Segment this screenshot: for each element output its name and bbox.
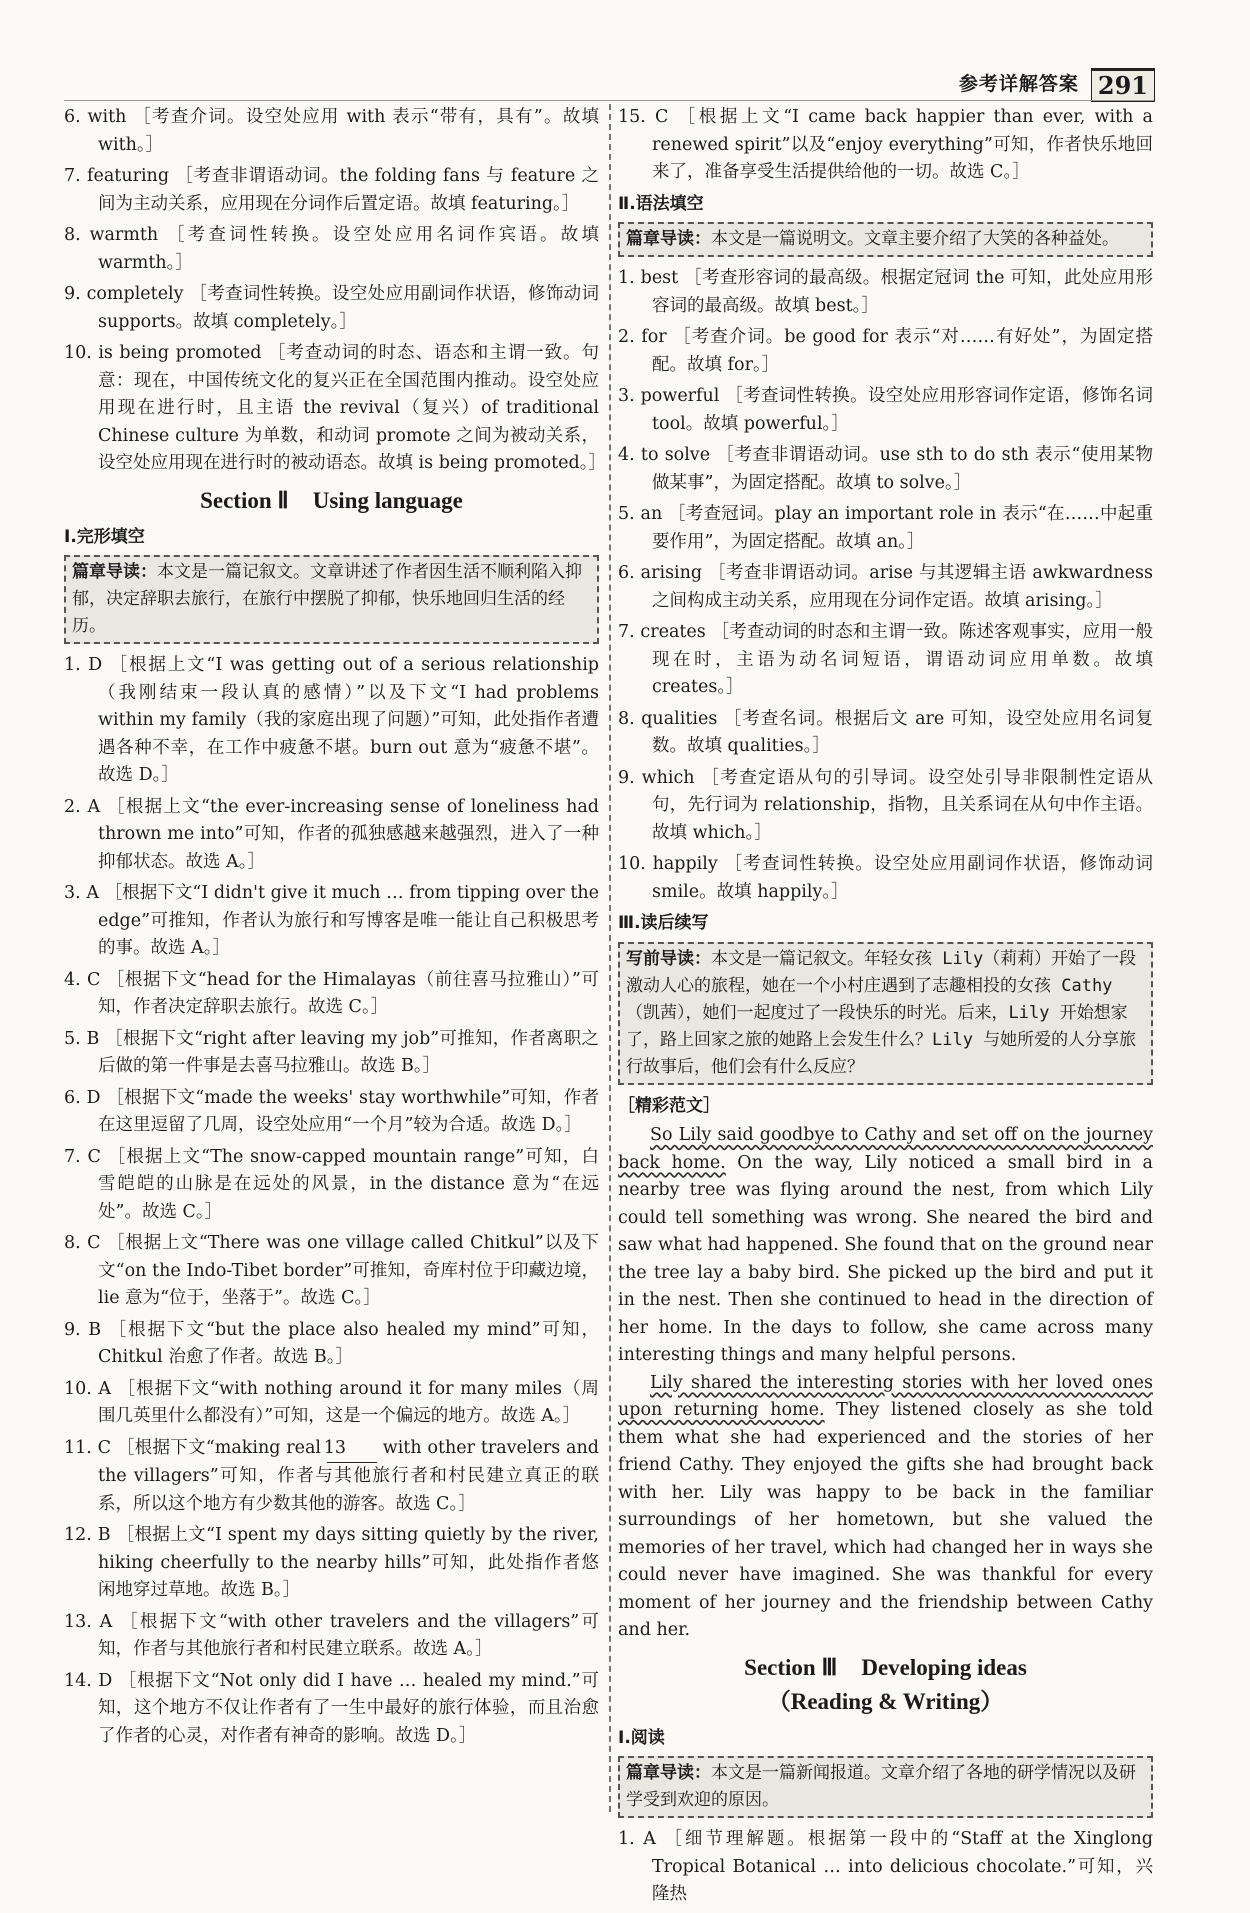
guide-text: 本文是一篇说明文。文章主要介绍了大笑的各种益处。 bbox=[711, 229, 1119, 249]
section-3-heading bbox=[618, 1651, 1153, 1719]
answer-item: 10. is being promoted ［考查动词的时态、语态和主谓一致。句意：现在，中国传统文化的复兴正在全国范围内推动。设空处应用现在进行时，且主语 the revival（复兴）of traditional Chinese culture 为单数，和动词 promote 之间为被动关系，设空处应用现在进行时的被动语态。故填 is being promoted。］ bbox=[64, 343, 606, 473]
section-title: Using language bbox=[312, 487, 463, 513]
answer-item: 2. A ［根据上文“the ever-increasing sense of loneliness had thrown me into”可知，作者的孤独感越来越强烈，进入了一种抑郁状态。故选 A。］ bbox=[64, 796, 599, 872]
answer-item: 8. warmth ［考查词性转换。设空处应用名词作宾语。故填 warmth。］ bbox=[64, 225, 599, 273]
answer-item: 7. featuring ［考查非谓语动词。the folding fans 与 feature 之间为主动关系，应用现在分词作后置定语。故填 featuring。］ bbox=[64, 166, 599, 214]
answer-item: 4. to solve ［考查非谓语动词。use sth to do sth 表示“使用某物做某事”，为固定搭配。故填 to solve。］ bbox=[618, 445, 1153, 493]
essay-paragraph bbox=[618, 1370, 1153, 1645]
answer-item: 8. qualities ［考查名词。根据后文 are 可知，设空处应用名词复数。故填 qualities。］ bbox=[618, 708, 1153, 756]
answer-item: 6. with ［考查介词。设空处应用 with 表示“带有，具有”。故填 with。］ bbox=[64, 107, 599, 155]
answer-item: 8. C ［根据上文“There was one village called Chitkul”以及下文“on the Indo-Tibet border”可推知，奇库村位于印藏边境，lie 意为“位于，坐落于”。故选 C。］ bbox=[64, 1233, 599, 1308]
section-number: Section Ⅱ bbox=[200, 487, 289, 513]
answer-item: 9. completely ［考查词性转换。设空处应用副词作状语，修饰动词 supports。故填 completely。］ bbox=[64, 284, 599, 332]
answer-item: 1. A ［细节理解题。根据第一段中的“Staff at the Xinglong Tropical Botanical … into delicious chocolate.”可知，兴隆热 bbox=[618, 1829, 1153, 1904]
reading-heading: Ⅰ.阅读 bbox=[618, 1727, 665, 1748]
guide-text: 本文是一篇新闻报道。文章介绍了各地的研学情况以及研学受到欢迎的原因。 bbox=[626, 1763, 1136, 1810]
guide-text: 本文是一篇记叙文。年轻女孩 Lily（莉莉）开始了一段激动人心的旅程，她在一个小村庄遇到了志趣相投的女孩 Cathy（凯茜），她们一起度过了一段快乐的时光。后来，Lily 开始想家了，路上回家之旅的她路上会发生什么？Lily 与她所爱的人分享旅行故事后，他们会有什么反应？ bbox=[626, 948, 1137, 1077]
answer-item: 10. A ［根据下文“with nothing around it for many miles（周围几英里什么都没有）”可知，这是一个偏远的地方。故选 A。］ bbox=[64, 1378, 599, 1426]
answer-item: 10. happily ［考查词性转换。设空处应用副词作状语，修饰动词 smile。故填 happily。］ bbox=[618, 854, 1153, 902]
left-column bbox=[64, 104, 606, 1754]
answer-item-11 bbox=[64, 1435, 599, 1519]
answer-item: 1. D ［根据上文“I was getting out of a serious relationship（我刚结束一段认真的感情）”以及下文“I had problems within my family（我的家庭出现了问题）”可知，此处指作者遭遇各种不幸，在工作中疲惫不堪。burn out 意为“疲惫不堪”。故选 D。］ bbox=[64, 655, 599, 785]
section-number: Section Ⅲ bbox=[744, 1654, 838, 1680]
cloze-heading: Ⅰ.完形填空 bbox=[64, 526, 145, 547]
guide-label: 篇章导读： bbox=[626, 229, 711, 249]
header-title: 参考详解答案 bbox=[958, 73, 1079, 96]
grammar-heading: Ⅱ.语法填空 bbox=[618, 193, 704, 214]
page-header bbox=[959, 68, 1155, 102]
guide-label: 写前导读： bbox=[626, 948, 711, 969]
answer-item: 7. creates ［考查动词的时态和主谓一致。陈述客观事实，应用一般现在时，主语为动名词短语，谓语动词应用单数。故填 creates。］ bbox=[618, 622, 1153, 697]
guide-text: 本文是一篇记叙文。文章讲述了作者因生活不顺利陷入抑郁，决定辞职去旅行，在旅行中摆脱了抑郁，快乐地回归生活的经历。 bbox=[72, 562, 582, 636]
guide-box bbox=[618, 1756, 1153, 1818]
guide-box bbox=[618, 942, 1153, 1085]
section-subtitle: （Reading & Writing） bbox=[767, 1688, 1004, 1714]
continuation-heading: Ⅲ.读后续写 bbox=[618, 913, 709, 933]
answer-item: 14. D ［根据下文“Not only did I have … healed my mind.”可知，这个地方不仅让作者有了一生中最好的旅行体验，而且治愈了作者的心灵，对作者有神奇的影响。故选 D。］ bbox=[64, 1670, 599, 1746]
blank-number: 13 bbox=[327, 1435, 377, 1464]
answer-item: 6. D ［根据下文“made the weeks' stay worthwhile”可知，作者在这里逗留了几周，设空处应用“一个月”较为合适。故选 D。］ bbox=[64, 1087, 599, 1135]
page-number: 291 bbox=[1091, 68, 1155, 102]
answer-item: 5. B ［根据下文“right after leaving my job”可推知，作者离职之后做的第一件事是去喜马拉雅山。故选 B。］ bbox=[64, 1028, 599, 1076]
answer-item: 3. A ［根据下文“I didn't give it much … from tipping over the edge”可推知，作者认为旅行和写博客是唯一能让自己积极思考的事。故选 A。］ bbox=[64, 883, 599, 958]
header-rule bbox=[64, 100, 1154, 101]
guide-box bbox=[618, 222, 1153, 257]
section-title: Developing ideas bbox=[861, 1654, 1027, 1680]
essay-underlined-sentence: Lily shared the interesting stories with her loved ones upon returning home. bbox=[618, 1372, 1153, 1420]
section-2-heading bbox=[64, 484, 599, 518]
essay-text: On the way, Lily noticed a small bird in a nearby tree was flying around the nest, from which Lily could tell something was wrong. She neared the bird and saw what had happened. She found that on the ground near the tree lay a baby bird. She picked up the bird and put it in the nest. Then she continued to head in the direction of her home. In the days to follow, she came across many interesting things and many helpful persons. bbox=[618, 1152, 1153, 1365]
answer-item: 2. for ［考查介词。be good for 表示“对……有好处”，为固定搭配。故填 for。］ bbox=[618, 327, 1153, 375]
answer-item: 7. C ［根据上文“The snow-capped mountain range”可知，白雪皑皑的山脉是在远处的风景，in the distance 意为“在远处”。故选 C。］ bbox=[64, 1146, 599, 1222]
essay-text: They listened closely as she told them what she had experienced and the stories of her friend Cathy. They enjoyed the gifts she had brought back with her. Lily was happy to be back in the familiar surroundings of her hometown, but she valued the memories of her travel, which had changed her in ways she could never have imagined. She was thankful for every moment of her journey and the friendship between Cathy and her. bbox=[618, 1400, 1153, 1640]
answer-item: 4. C ［根据下文“head for the Himalayas（前往喜马拉雅山）”可知，作者决定辞职去旅行。故选 C。］ bbox=[64, 969, 599, 1017]
essay-underlined-sentence: So Lily said goodbye to Cathy and set off on the journey back home. bbox=[618, 1125, 1153, 1173]
essay-paragraph bbox=[618, 1122, 1153, 1370]
answer-item: 9. which ［考查定语从句的引导词。设空处引导非限制性定语从句，先行词为 relationship，指物，且关系词在从句中作主语。故填 which。］ bbox=[618, 767, 1153, 843]
right-column bbox=[618, 104, 1153, 1913]
answer-item: 13. A ［根据下文“with other travelers and the villagers”可知，作者与其他旅行者和村民建立联系。故选 A。］ bbox=[64, 1611, 599, 1659]
answer-item: 3. powerful ［考查词性转换。设空处应用形容词作定语，修饰名词 tool。故填 powerful。］ bbox=[618, 386, 1153, 434]
guide-label: 篇章导读： bbox=[626, 1763, 711, 1783]
answer-item: 15. C ［根据上文“I came back happier than ever, with a renewed spirit”以及“enjoy everything”可知，作者快乐地回来了，准备享受生活提供给他的一切。故选 C。］ bbox=[618, 107, 1153, 182]
column-divider bbox=[609, 104, 611, 1812]
answer-item: 12. B ［根据上文“I spent my days sitting quietly by the river, hiking cheerfully to the nearby hills”可知，此处指作者悠闲地穿过草地。故选 B。］ bbox=[64, 1525, 599, 1600]
answer-item: 6. arising ［考查非谓语动词。arise 与其逻辑主语 awkwardness 之间构成主动关系，应用现在分词作定语。故填 arising。］ bbox=[618, 563, 1153, 611]
item-text: 11. C ［根据下文“making real bbox=[64, 1437, 322, 1458]
answer-item: 9. B ［根据下文“but the place also healed my mind”可知，Chitkul 治愈了作者。故选 B。］ bbox=[64, 1319, 599, 1367]
guide-label: 篇章导读： bbox=[72, 562, 157, 582]
model-essay bbox=[618, 1122, 1153, 1645]
answer-item: 5. an ［考查冠词。play an important role in 表示“在……中起重要作用”，为固定搭配。故填 an。］ bbox=[618, 504, 1153, 552]
essay-label: ［精彩范文］ bbox=[618, 1095, 720, 1116]
answer-item: 1. best ［考查形容词的最高级。根据定冠词 the 可知，此处应用形容词的最高级。故填 best。］ bbox=[618, 268, 1153, 316]
guide-box bbox=[64, 555, 599, 644]
item-text: with other travelers and the villagers”可知，作者与其他旅行者和村民建立真正的联系，所以这个地方有少数其他的游客。故选 C。］ bbox=[98, 1437, 599, 1514]
